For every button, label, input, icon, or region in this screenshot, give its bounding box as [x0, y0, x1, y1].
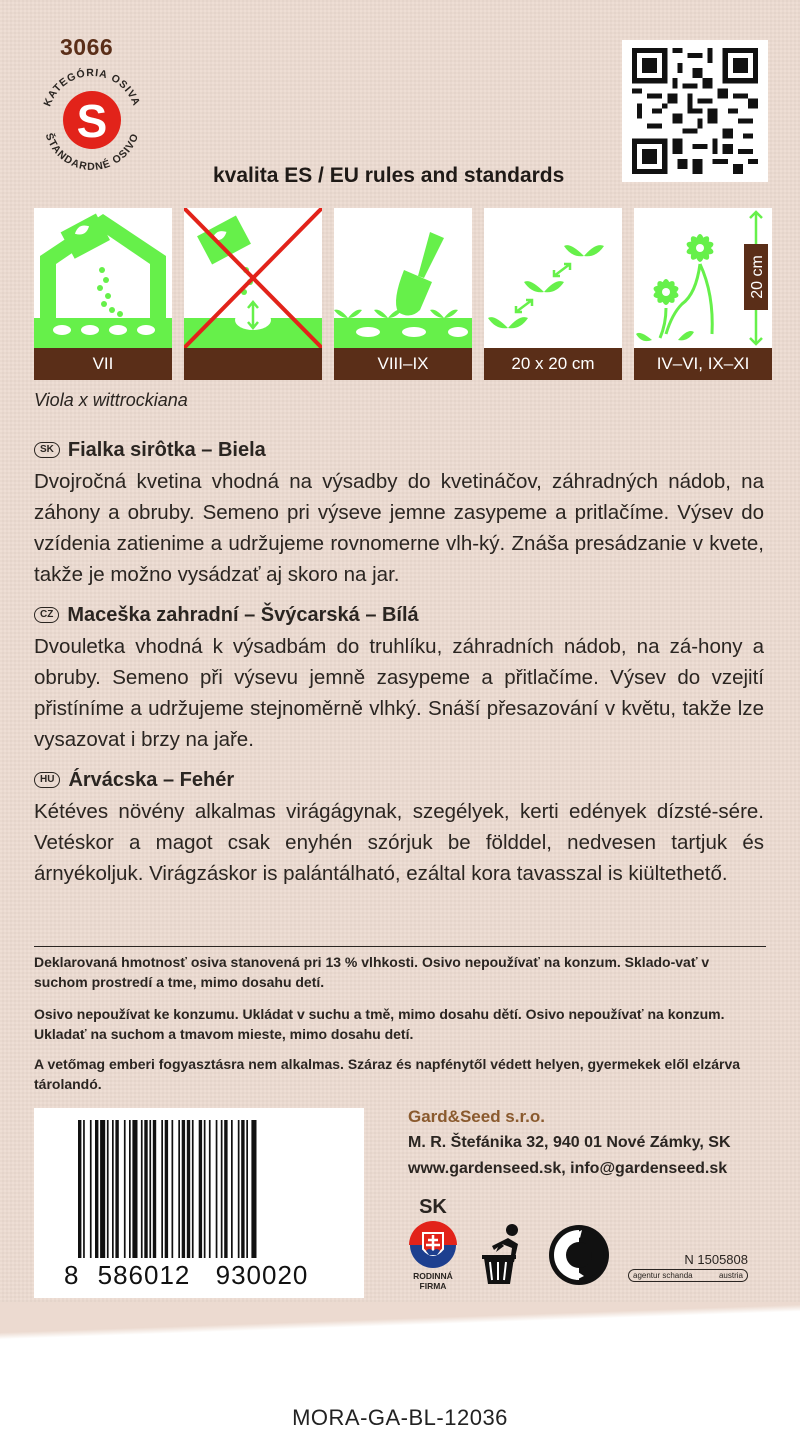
barcode-bar: [187, 1120, 190, 1258]
family-line-1: RODINNÁ: [413, 1271, 453, 1281]
icon-label: VIII–IX: [334, 348, 472, 380]
barcode-bar: [224, 1120, 227, 1258]
barcode-bar: [153, 1120, 156, 1258]
lang-badge: HU: [34, 772, 60, 788]
barcode-bar: [209, 1120, 211, 1258]
latin-name: Viola x wittrockiana: [34, 390, 188, 410]
barcode-group-2: 930020: [215, 1260, 309, 1290]
license-number: N 1505808: [684, 1252, 748, 1267]
country-code: SK: [419, 1196, 447, 1218]
agency-badge: [628, 1269, 748, 1282]
packet-bottom-edge: [0, 1340, 800, 1449]
barcode-bar: [115, 1120, 118, 1258]
company-info: [408, 1104, 731, 1182]
seal-letter: S: [76, 95, 108, 147]
qr-code: [622, 40, 768, 182]
company-web: www.gardenseed.sk, info@gardenseed.sk: [408, 1160, 728, 1177]
green-dot-icon: [548, 1224, 610, 1286]
section-text: Kétéves növény alkalmas virágágynak, szegélyek, kerti edények dízsté-sére. Vetéskor a magot csak enyhén szórjuk be földdel, nedvesen tartjuk és árnyékoljuk. Virágzáskor is palántálható, ezáltal kora tavasszal is kiültethető.: [34, 800, 764, 885]
barcode-bar: [251, 1120, 256, 1258]
barcode-bar: [95, 1120, 98, 1258]
company-address: M. R. Štefánika 32, 940 01 Nové Zámky, SK: [408, 1134, 731, 1151]
sku-code: MORA-GA-BL-12036: [292, 1405, 508, 1430]
barcode-bar: [241, 1120, 244, 1258]
lang-badge: CZ: [34, 607, 59, 623]
divider: [34, 946, 766, 947]
barcode-bar: [141, 1120, 143, 1258]
barcode-bar: [216, 1120, 218, 1258]
license-block: [628, 1252, 748, 1282]
barcode-bar: [199, 1120, 202, 1258]
warning-hu: A vetőmag emberi fogyasztásra nem alkalmas. Száraz és napfénytől védett helyen, gyermekek elől elzárva tárolandó.: [34, 1056, 741, 1092]
lang-badge: SK: [34, 442, 60, 458]
agency-country: austria: [718, 1271, 743, 1280]
agency-name: agentur schanda: [633, 1271, 693, 1280]
quality-statement: kvalita ES / EU rules and standards: [213, 164, 565, 187]
spacing-icon: [484, 208, 622, 380]
section-cz: [34, 601, 764, 755]
section-text: Dvojročná kvetina vhodná na výsadby do kvetináčov, záhradných nádob, na záhony a obruby. Semeno pri výseve jemne zasypeme a pritlačíme. Výsev do vzídenia zatienime a udržujeme rovnomerne vlh-ký. Znáša presádzanie v kvete, takže je možno vysádzať aj skoro na jar.: [34, 470, 764, 586]
flowering-height-icon: [634, 208, 772, 380]
seed-category-seal: [34, 62, 150, 178]
barcode-bar: [165, 1120, 168, 1258]
ean-barcode: [34, 1108, 364, 1298]
section-title: Maceška zahradní – Švýcarská – Bílá: [67, 603, 419, 626]
icon-label: [184, 348, 322, 380]
barcode-bar: [149, 1120, 151, 1258]
barcode-group-1: 586012: [97, 1260, 191, 1290]
product-code: 3066: [60, 34, 114, 60]
tidyman-icon: [478, 1222, 530, 1286]
barcode-bar: [124, 1120, 126, 1258]
section-title: Fialka sirôtka – Biela: [67, 438, 266, 461]
seal-top-text: KATEGÓRIA OSIVA: [41, 66, 143, 109]
direct-sowing-crossed-icon: [184, 208, 322, 380]
company-name: Gard&Seed s.r.o.: [408, 1107, 545, 1126]
icon-label: IV–VI, IX–XI: [634, 348, 772, 380]
height-label: 20 cm: [749, 255, 767, 299]
family-business-logo: [404, 1196, 462, 1291]
section-hu: [34, 766, 764, 889]
warning-sk: Deklarovaná hmotnosť osiva stanovená pri 13 % vlhkosti. Osivo nepoužívať na konzum. Sklado-vať v suchom prostredí a tme, mimo dosahu detí.: [34, 954, 710, 990]
seal-bottom-text: ŠTANDARDNÉ OSIVO: [42, 131, 142, 174]
barcode-bar: [221, 1120, 223, 1258]
barcode-bar: [238, 1120, 240, 1258]
barcode-bar: [90, 1120, 92, 1258]
warning-cz-sk: Osivo nepoužívat ke konzumu. Ukládat v suchu a tmě, mimo dosahu dětí. Osivo nepoužívať na konzum. Ukladať na suchom a tmavom mieste, mimo dosahu detí.: [34, 1006, 725, 1042]
transplanting-icon: [334, 208, 472, 380]
barcode-bar: [231, 1120, 233, 1258]
icon-label: VII: [34, 348, 172, 380]
barcode-bar: [246, 1120, 248, 1258]
barcode-bar: [204, 1120, 206, 1258]
section-text: Dvouletka vhodná k výsadbám do truhlíku, záhradních nádob, na zá-hony a obruby. Semeno při výsevu jemně zasypeme a přitlačíme. Výsev do vzejití přistíníme a udržujeme stejnoměrně vlhký. Snáší přesazování v květu, takže lze vysazovat i brzy na jaře.: [34, 635, 764, 751]
slovak-emblem-icon: [409, 1221, 457, 1269]
barcode-bar: [161, 1120, 163, 1258]
barcode-bar: [112, 1120, 114, 1258]
barcode-bar: [172, 1120, 174, 1258]
barcode-bar: [178, 1120, 180, 1258]
icon-label: 20 x 20 cm: [484, 348, 622, 380]
barcode-bar: [182, 1120, 185, 1258]
barcode-bar: [144, 1120, 147, 1258]
barcode-bar: [107, 1120, 109, 1258]
barcode-bar: [83, 1120, 85, 1258]
sowing-under-cover-icon: [34, 208, 172, 380]
barcode-bar: [78, 1120, 81, 1258]
section-title: Árvácska – Fehér: [68, 768, 235, 791]
barcode-bar: [192, 1120, 194, 1258]
barcode-digit-first: 8: [64, 1260, 79, 1290]
family-line-2: FIRMA: [419, 1281, 447, 1291]
section-sk: [34, 436, 764, 590]
barcode-bar: [129, 1120, 131, 1258]
barcode-bar: [132, 1120, 137, 1258]
barcode-bar: [100, 1120, 105, 1258]
